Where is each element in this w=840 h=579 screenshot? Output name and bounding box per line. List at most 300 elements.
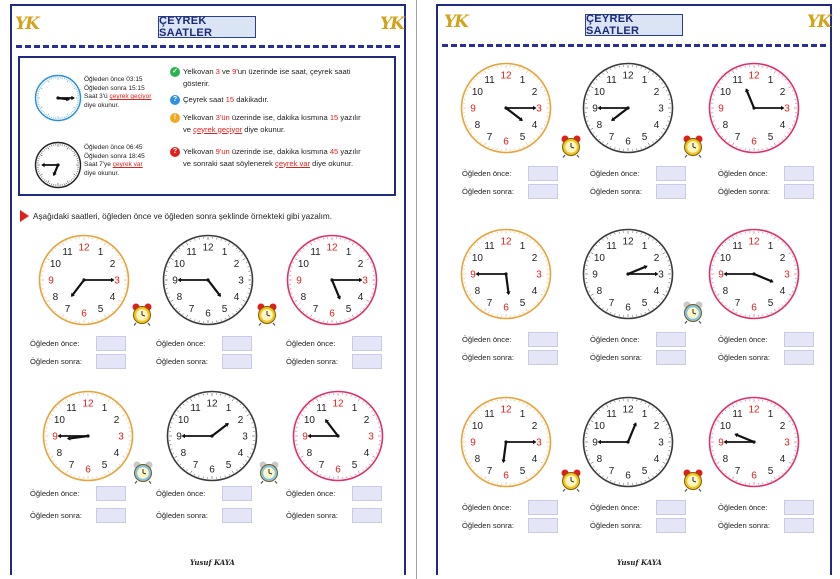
answer-box[interactable]	[528, 332, 558, 347]
clock-number: 1	[221, 246, 228, 258]
clock-number: 8	[56, 448, 63, 459]
answer-box[interactable]	[96, 508, 126, 523]
clock-number: 12	[500, 404, 512, 416]
page-title: ÇEYREK SAATLER	[158, 16, 256, 38]
clock-number: 2	[531, 253, 538, 264]
answer-box[interactable]	[784, 332, 814, 347]
answer-label: Öğleden sonra:	[156, 511, 208, 520]
answer-row-after	[462, 518, 558, 533]
clock-number: 2	[779, 421, 786, 432]
clock-number: 1	[519, 408, 526, 420]
clock-number: 5	[221, 304, 228, 316]
clock-number: 4	[531, 120, 538, 131]
clock-number: 9	[470, 103, 476, 115]
clock-number: 8	[722, 286, 729, 297]
clock-number: 12	[78, 242, 90, 254]
clock-number: 7	[188, 304, 195, 316]
answer-row-after	[718, 518, 814, 533]
answer-row-after	[462, 350, 558, 365]
page-border-left	[10, 4, 12, 575]
answer-box[interactable]	[528, 518, 558, 533]
answer-row-after	[30, 354, 126, 369]
clock-2	[162, 234, 254, 326]
answer-label: Öğleden sonra:	[590, 521, 642, 530]
page-border-left	[436, 4, 438, 575]
clock-number: 6	[503, 136, 509, 148]
clock-center	[336, 434, 339, 437]
clock-number: 10	[719, 421, 731, 432]
answer-box[interactable]	[352, 336, 382, 351]
clock-number: 11	[484, 74, 495, 86]
answer-label: Öğleden sonra:	[590, 187, 642, 196]
clock-number: 2	[363, 415, 370, 426]
clock-number: 10	[471, 87, 483, 98]
answer-label: Öğleden sonra:	[718, 521, 770, 530]
clock-number: 10	[593, 421, 605, 432]
clock-number: 4	[363, 448, 370, 459]
answer-box[interactable]	[784, 518, 814, 533]
clock-number: 7	[192, 460, 199, 472]
clock-number: 12	[206, 398, 218, 410]
clock-number: 11	[484, 408, 495, 420]
alarm-clock-icon	[682, 468, 704, 492]
clock-center	[210, 434, 213, 437]
clock-number: 1	[97, 246, 104, 258]
answer-label: Öğleden önce:	[590, 503, 640, 512]
clock-number: 5	[519, 132, 526, 144]
clock-number: 7	[68, 460, 75, 472]
clock-number: 6	[625, 136, 631, 148]
answer-box[interactable]	[528, 166, 558, 181]
answer-label: Öğleden sonra:	[462, 353, 514, 362]
clock-number: 8	[474, 286, 481, 297]
clock-number: 11	[606, 74, 617, 86]
clock-4	[42, 390, 134, 482]
clock-number: 9	[592, 437, 598, 449]
clock-3	[708, 62, 800, 154]
clock-number: 6	[209, 464, 215, 476]
title-divider	[16, 45, 400, 48]
clock-6	[708, 228, 800, 320]
clock-number: 5	[641, 298, 648, 310]
brand-logo-right: YK	[807, 12, 830, 32]
answer-row-before	[286, 336, 382, 351]
clock-number: 8	[722, 120, 729, 131]
clock-number: 6	[751, 470, 757, 482]
clock-center	[626, 106, 629, 109]
answer-box[interactable]	[784, 500, 814, 515]
clock-number: 3	[368, 431, 374, 443]
answer-row-after	[718, 350, 814, 365]
clock-center	[82, 278, 85, 281]
answer-box[interactable]	[784, 184, 814, 199]
answer-row-before	[718, 500, 814, 515]
clock-number: 7	[486, 298, 493, 310]
answer-box[interactable]	[528, 184, 558, 199]
clock-number: 8	[176, 292, 183, 303]
clock-number: 10	[593, 87, 605, 98]
clock-number: 10	[719, 253, 731, 264]
clock-number: 9	[296, 275, 302, 287]
answer-box[interactable]	[222, 486, 252, 501]
clock-center	[330, 278, 333, 281]
clock-number: 5	[641, 466, 648, 478]
clock-2	[582, 62, 674, 154]
clock-number: 5	[97, 304, 104, 316]
clock-number: 10	[471, 253, 483, 264]
clock-number: 4	[357, 292, 364, 303]
answer-label: Öğleden sonra:	[462, 521, 514, 530]
arrow-icon	[20, 210, 29, 222]
answer-label: Öğleden önce:	[30, 339, 80, 348]
answer-label: Öğleden önce:	[30, 489, 80, 498]
alarm-clock-icon	[131, 302, 153, 326]
answer-row-after	[590, 518, 686, 533]
answer-box[interactable]	[528, 350, 558, 365]
clock-number: 7	[608, 298, 615, 310]
clock-center	[56, 163, 59, 166]
clock-number: 6	[625, 302, 631, 314]
answer-box[interactable]	[528, 500, 558, 515]
clock-number: 3	[658, 437, 664, 449]
answer-label: Öğleden sonra:	[462, 187, 514, 196]
clock-7	[460, 396, 552, 488]
clock-number: 6	[335, 464, 341, 476]
answer-row-before	[30, 336, 126, 351]
clock-number: 12	[622, 70, 634, 82]
clock-number: 8	[306, 448, 313, 459]
clock-number: 10	[303, 415, 315, 426]
clock-number: 2	[237, 415, 244, 426]
clock-number: 8	[300, 292, 307, 303]
answer-box[interactable]	[352, 354, 382, 369]
page-border-top	[10, 4, 406, 6]
clock-number: 6	[625, 470, 631, 482]
clock-center	[206, 278, 209, 281]
author-signature: Yusuf KAYA	[190, 558, 235, 567]
clock-center	[56, 96, 59, 99]
title-divider	[442, 44, 826, 47]
clock-number: 12	[202, 242, 214, 254]
clock-number: 9	[48, 275, 54, 287]
answer-row-after	[286, 354, 382, 369]
clock-number: 10	[297, 259, 309, 270]
clock-number: 12	[622, 404, 634, 416]
clock-number: 2	[109, 259, 116, 270]
answer-row-before	[462, 500, 558, 515]
clock-number: 5	[767, 466, 774, 478]
answer-label: Öğleden sonra:	[286, 357, 338, 366]
clock-number: 7	[312, 304, 319, 316]
clock-center	[626, 440, 629, 443]
brand-logo-left: YK	[15, 14, 38, 34]
example-bottom-text: Öğleden önce 06:45 Öğleden sonra 18:45 Saat 7'ye çeyrek var diye okunur.	[84, 144, 145, 177]
clock-3	[286, 234, 378, 326]
clock-number: 1	[351, 402, 358, 414]
clock-number: 12	[326, 242, 338, 254]
alarm-clock-icon	[682, 134, 704, 158]
answer-row-before	[462, 166, 558, 181]
clock-number: 11	[484, 240, 495, 252]
clock-number: 6	[751, 302, 757, 314]
page-border-top	[436, 4, 832, 6]
page-border-right	[404, 4, 406, 575]
clock-number: 11	[606, 408, 617, 420]
example-clock-top	[34, 74, 82, 122]
clock-1	[38, 234, 130, 326]
answer-label: Öğleden önce:	[462, 169, 512, 178]
clock-number: 1	[519, 240, 526, 252]
clock-number: 4	[531, 454, 538, 465]
clock-number: 6	[81, 308, 87, 320]
answer-box[interactable]	[96, 336, 126, 351]
answer-label: Öğleden sonra:	[30, 511, 82, 520]
worksheet-page-2	[428, 0, 836, 579]
answer-box[interactable]	[656, 332, 686, 347]
clock-number: 1	[641, 74, 648, 86]
clock-number: 5	[519, 298, 526, 310]
clock-number: 1	[767, 74, 774, 86]
clock-number: 2	[531, 87, 538, 98]
clock-number: 8	[52, 292, 59, 303]
answer-label: Öğleden önce:	[718, 335, 768, 344]
clock-number: 9	[718, 437, 724, 449]
clock-number: 2	[779, 253, 786, 264]
clock-number: 3	[242, 431, 248, 443]
clock-number: 5	[641, 132, 648, 144]
alarm-clock-icon	[560, 468, 582, 492]
answer-row-before	[156, 486, 252, 501]
clock-number: 8	[474, 120, 481, 131]
rule-1: ✓ Yelkovan 3 ve 9'un üzerinde ise saat, çeyrek saati gösterir.	[170, 66, 351, 89]
clock-number: 7	[734, 298, 741, 310]
clock-number: 4	[779, 454, 786, 465]
brand-logo-left: YK	[444, 12, 467, 32]
clock-number: 8	[180, 448, 187, 459]
clock-number: 12	[82, 398, 94, 410]
clock-number: 10	[719, 87, 731, 98]
answer-box[interactable]	[222, 354, 252, 369]
clock-8	[582, 396, 674, 488]
clock-number: 2	[531, 421, 538, 432]
example-top-text: Öğleden önce 03:15 Öğleden sonra 15:15 Saat 3'ü çeyrek geçiyor diye okunur.	[84, 76, 152, 109]
clock-number: 9	[718, 269, 724, 281]
answer-row-after	[462, 184, 558, 199]
clock-number: 3	[658, 103, 664, 115]
clock-number: 8	[596, 120, 603, 131]
clock-center	[504, 440, 507, 443]
clock-number: 3	[536, 103, 542, 115]
answer-box[interactable]	[656, 184, 686, 199]
clock-number: 10	[471, 421, 483, 432]
answer-label: Öğleden sonra:	[286, 511, 338, 520]
clock-number: 9	[172, 275, 178, 287]
clock-number: 2	[653, 87, 660, 98]
rule-3: ! Yelkovan 3'ün üzerinde ise, dakika kısmına 15 yazılır ve çeyrek geçiyor diye okunur.	[170, 112, 361, 135]
clock-number: 8	[722, 454, 729, 465]
answer-box[interactable]	[352, 486, 382, 501]
answer-box[interactable]	[656, 166, 686, 181]
clock-number: 5	[345, 304, 352, 316]
answer-label: Öğleden önce:	[462, 335, 512, 344]
clock-number: 4	[653, 454, 660, 465]
clock-number: 7	[486, 132, 493, 144]
clock-number: 11	[186, 246, 197, 258]
clock-number: 2	[653, 421, 660, 432]
alarm-clock-icon	[132, 460, 154, 484]
clock-number: 11	[310, 246, 321, 258]
clock-icon: !	[170, 113, 180, 123]
clock-number: 7	[734, 132, 741, 144]
clock-number: 7	[64, 304, 71, 316]
answer-label: Öğleden önce:	[286, 339, 336, 348]
clock-number: 1	[519, 74, 526, 86]
clock-number: 11	[606, 240, 617, 252]
clock-number: 5	[519, 466, 526, 478]
clock-number: 7	[486, 466, 493, 478]
answer-box[interactable]	[222, 508, 252, 523]
answer-label: Öğleden önce:	[156, 339, 206, 348]
alarm-clock-icon	[256, 302, 278, 326]
answer-box[interactable]	[96, 486, 126, 501]
answer-row-before	[590, 500, 686, 515]
answer-label: Öğleden önce:	[286, 489, 336, 498]
clock-number: 4	[653, 286, 660, 297]
clock-9	[708, 396, 800, 488]
clock-number: 4	[653, 120, 660, 131]
answer-box[interactable]	[656, 350, 686, 365]
clock-number: 2	[113, 415, 120, 426]
answer-box[interactable]	[784, 350, 814, 365]
answer-row-before	[718, 332, 814, 347]
clock-center	[752, 106, 755, 109]
question-icon: ?	[170, 147, 180, 157]
clock-number: 4	[233, 292, 240, 303]
clock-number: 10	[177, 415, 189, 426]
alarm-clock-icon	[258, 460, 280, 484]
clock-number: 12	[332, 398, 344, 410]
clock-number: 7	[608, 132, 615, 144]
page-separator	[416, 0, 417, 579]
clock-number: 5	[351, 460, 358, 472]
clock-5	[582, 228, 674, 320]
answer-label: Öğleden sonra:	[718, 353, 770, 362]
clock-number: 12	[748, 404, 760, 416]
clock-number: 9	[470, 437, 476, 449]
answer-row-after	[590, 184, 686, 199]
example-clock-bottom	[34, 141, 82, 189]
clock-number: 6	[751, 136, 757, 148]
clock-number: 3	[784, 269, 790, 281]
answer-row-after	[718, 184, 814, 199]
clock-number: 2	[779, 87, 786, 98]
clock-center	[504, 272, 507, 275]
rule-2: ? Çeyrek saat 15 dakikadır.	[170, 94, 269, 106]
clock-number: 11	[190, 402, 201, 414]
info-icon: ?	[170, 95, 180, 105]
clock-number: 5	[767, 132, 774, 144]
clock-number: 11	[732, 74, 743, 86]
clock-number: 7	[318, 460, 325, 472]
answer-box[interactable]	[656, 500, 686, 515]
clock-number: 1	[641, 240, 648, 252]
clock-number: 2	[233, 259, 240, 270]
clock-number: 9	[52, 431, 58, 443]
clock-number: 9	[176, 431, 182, 443]
clock-number: 7	[608, 466, 615, 478]
clock-number: 6	[85, 464, 91, 476]
answer-box[interactable]	[96, 354, 126, 369]
clock-number: 3	[536, 269, 542, 281]
alarm-clock-icon	[560, 134, 582, 158]
clock-number: 4	[779, 120, 786, 131]
clock-number: 7	[734, 466, 741, 478]
clock-1	[460, 62, 552, 154]
answer-box[interactable]	[352, 508, 382, 523]
clock-number: 9	[470, 269, 476, 281]
rule-4: ? Yelkovan 9'un üzerinde ise, dakika kısmına 45 yazılır ve sonraki saat söylenerek çeyrek var diye okunur.	[170, 146, 361, 169]
answer-label: Öğleden önce:	[156, 489, 206, 498]
clock-number: 12	[748, 236, 760, 248]
clock-number: 6	[503, 302, 509, 314]
answer-row-before	[30, 486, 126, 501]
answer-row-before	[590, 332, 686, 347]
author-signature: Yusuf KAYA	[617, 558, 662, 567]
clock-number: 4	[237, 448, 244, 459]
clock-number: 2	[357, 259, 364, 270]
clock-number: 3	[362, 275, 368, 287]
clock-number: 6	[205, 308, 211, 320]
page-border-right	[830, 4, 832, 575]
answer-box[interactable]	[222, 336, 252, 351]
clock-center	[752, 440, 755, 443]
answer-box[interactable]	[784, 166, 814, 181]
answer-label: Öğleden önce:	[718, 169, 768, 178]
answer-row-after	[590, 350, 686, 365]
answer-row-after	[156, 508, 252, 523]
clock-number: 9	[592, 269, 598, 281]
answer-label: Öğleden sonra:	[718, 187, 770, 196]
clock-number: 3	[784, 103, 790, 115]
clock-number: 9	[592, 103, 598, 115]
page-title: ÇEYREK SAATLER	[585, 14, 683, 36]
clock-number: 8	[474, 454, 481, 465]
answer-row-before	[590, 166, 686, 181]
clock-center	[752, 272, 755, 275]
answer-label: Öğleden sonra:	[156, 357, 208, 366]
answer-label: Öğleden önce:	[718, 503, 768, 512]
clock-number: 3	[658, 269, 664, 281]
clock-number: 9	[718, 103, 724, 115]
clock-number: 8	[596, 454, 603, 465]
answer-label: Öğleden sonra:	[30, 357, 82, 366]
clock-number: 3	[114, 275, 120, 287]
clock-6	[292, 390, 384, 482]
answer-row-before	[156, 336, 252, 351]
answer-label: Öğleden önce:	[590, 169, 640, 178]
clock-number: 1	[641, 408, 648, 420]
clock-number: 1	[225, 402, 232, 414]
alarm-clock-icon	[682, 300, 704, 324]
clock-number: 3	[536, 437, 542, 449]
answer-box[interactable]	[656, 518, 686, 533]
clock-4	[460, 228, 552, 320]
clock-number: 11	[316, 402, 327, 414]
clock-number: 9	[302, 431, 308, 443]
clock-number: 11	[62, 246, 73, 258]
clock-number: 10	[49, 259, 61, 270]
clock-number: 12	[500, 236, 512, 248]
